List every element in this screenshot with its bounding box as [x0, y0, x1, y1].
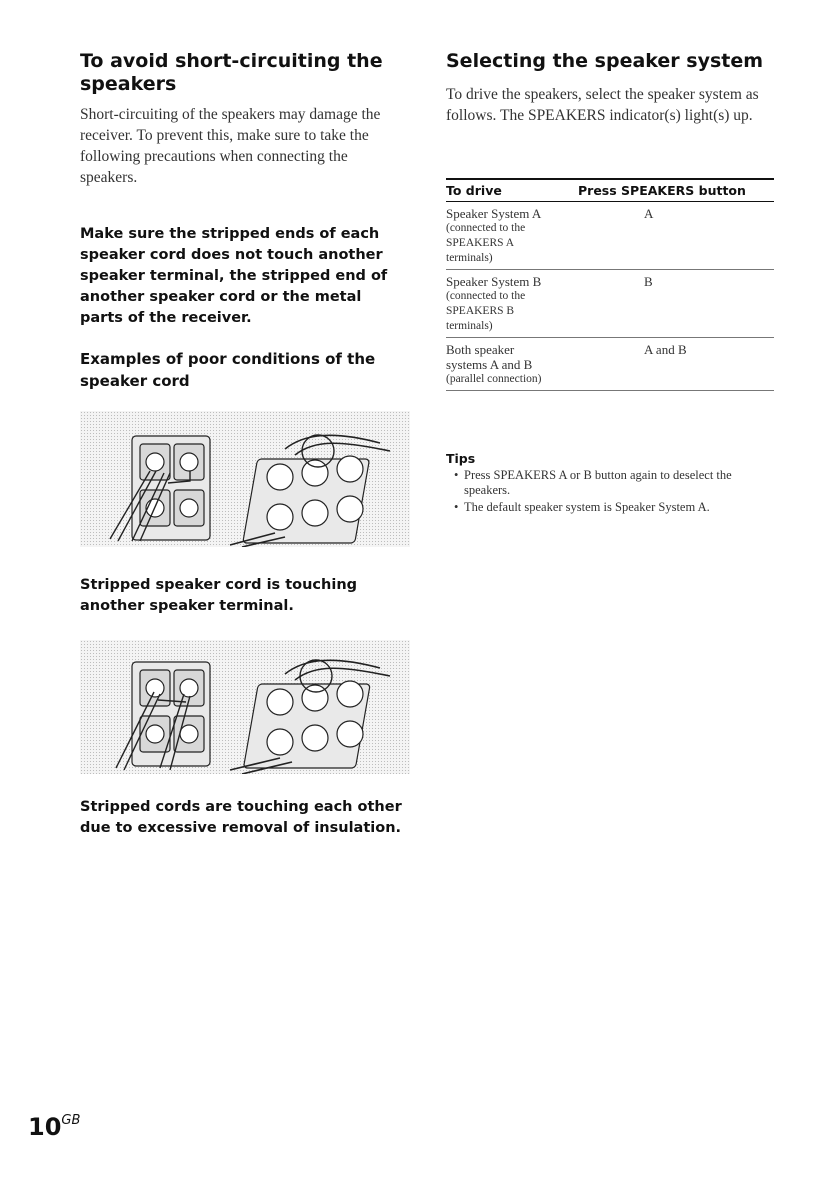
page-suffix: GB	[61, 1113, 81, 1128]
drive-note: (parallel connection)	[446, 373, 542, 385]
speaker-cord-illustration-insulation	[80, 640, 410, 774]
tips-list	[454, 468, 774, 517]
examples-heading: Examples of poor conditions of the speaker cord	[80, 350, 376, 390]
drive-cell	[446, 202, 578, 270]
cords-touching-drawing	[80, 640, 410, 774]
page-number-value: 10	[28, 1113, 62, 1141]
drive-note: (connected to the SPEAKERS A terminals)	[446, 222, 526, 264]
table-row	[446, 270, 774, 338]
page-number	[28, 1113, 80, 1141]
section-heading-speaker-system: Selecting the speaker system	[446, 50, 764, 72]
warning-text: Make sure the stripped ends of each speaker cord does not touch another speaker terminal, the stripped end of another speaker cord or the metal parts of the receiver.	[80, 226, 388, 326]
drive-label: Speaker System B	[446, 274, 542, 289]
table-header-row	[446, 179, 774, 202]
drive-label: Both speaker systems A and B	[446, 342, 533, 372]
button-cell: B	[578, 270, 774, 338]
tips-title: Tips	[446, 451, 476, 466]
short-circuit-intro: Short-circuiting of the speakers may damage the receiver. To prevent this, make sure to take the following precautions when connecting the speakers.	[80, 106, 381, 186]
button-cell: A	[578, 202, 774, 270]
speaker-system-intro: To drive the speakers, select the speaker system as follows. The SPEAKERS indicator(s) light(s) up.	[446, 86, 759, 124]
drive-cell	[446, 270, 578, 338]
list-item: • Press SPEAKERS A or B button again to deselect the speakers.	[454, 468, 774, 498]
drive-label: Speaker System A	[446, 206, 542, 221]
table-row	[446, 202, 774, 270]
speaker-selection-table	[446, 178, 774, 391]
section-heading-short-circuit: To avoid short-circuiting the speakers	[80, 50, 383, 95]
drive-cell	[446, 338, 578, 391]
caption-insulation: Stripped cords are touching each other due to excessive removal of insulation.	[80, 799, 402, 836]
drive-note: (connected to the SPEAKERS B terminals)	[446, 290, 526, 332]
caption-terminal-contact: Stripped speaker cord is touching another speaker terminal.	[80, 577, 358, 614]
button-cell: A and B	[578, 338, 774, 391]
column-header-press-button: Press SPEAKERS button	[578, 179, 774, 202]
terminal-contact-drawing	[80, 411, 410, 547]
column-header-to-drive: To drive	[446, 179, 578, 202]
table-row	[446, 338, 774, 391]
speaker-cord-illustration-terminal	[80, 411, 410, 547]
list-item: • The default speaker system is Speaker System A.	[454, 500, 774, 515]
